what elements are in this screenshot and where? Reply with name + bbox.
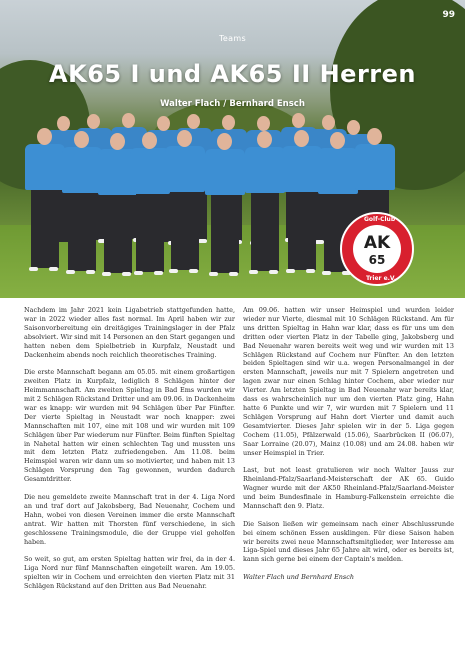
logo-ring-text: Trier e.V. xyxy=(366,275,397,282)
paragraph: So weit, so gut, am ersten Spieltag hatten wir frei, da in der 4. Liga Nord nur fünf Mannschaften eingeteilt waren. Am 19.05. spielten wir in Cochem und erreichten den vierten Platz mit 31 Schlägen Rückstand auf den Dritten aus Bad Neuenahr. xyxy=(24,555,235,591)
page-number: 99 xyxy=(442,10,455,20)
paragraph: Am 09.06. hatten wir unser Heimspiel und wurden leider wieder nur Vierte, diesmal mit 10 Schlägen Rückstand. Am für uns dritten Spieltag in Hahn war klar, dass es für uns um den dritten oder vierten Platz in der Tabelle ging, Jakobsberg und Bad Neuenahr waren bereits weit weg und wir wurden mit 13 Schlägen Rückstand auf Cochem nur Fünfter. An den letzten beiden Spieltagen sind wir u.a. wegen Personalmangel in der ersten Mannschaft, jeweils nur mit 7 Spielern angetreten und lagen zwar nur einen Schlag hinter Cochem, aber wieder nur Vierter. Am letzten Spieltag in Bad Neuenahr war bereits klar, dass es wahrscheinlich nur um den vierten Platz ging, Hahn hatte 6 Punkte und wir 7, wir wurden mit 7 Spielern und 11 Schlägen Vorsprung auf Hahn dort Vierter und damit auch Gesamtvierter. Dieses Jahr spielen wir in der 5. Liga gegen Cochem (11.05), Pfälzerwald (15.06), Saarbrücken II (06.07), Saar Lorraine (20.07), Mainz (10.08) und am 24.08. haben wir unser Heimspiel in Trier. xyxy=(243,306,454,457)
paragraph: Die Saison ließen wir gemeinsam nach einer Abschlussrunde bei einem schönen Essen ausklingen. Für diese Saison haben wir bereits zwei neue Mannschaftsmitglieder, wer Interesse am Liga-Spiel und dieses Jahr 65 Jahre alt wird, oder es bereits ist, kann sich gerne bei einem der Captain's melden. xyxy=(243,519,454,564)
logo-center xyxy=(353,225,401,273)
left-column xyxy=(24,306,235,600)
golf-club-logo xyxy=(340,212,414,286)
hero-photo xyxy=(0,0,465,298)
paragraph: Die erste Mannschaft begann am 05.05. mit einem großartigen zweiten Platz in Kurpfalz, lediglich 8 Schlägen hinter der Heimmannschaft. Am zweiten Spieltag in Bad Ems wurden wir mit 2 Schlägen Rückstand Dritter und am 09.06. in Dackenheim war es knapp: wir wurden mit 94 Schlägen über Par Fünfter. Der vierte Spieltag in Neustadt war noch knapper: zwei Mannschaften mit 107, eine mit 108 und wir wurden mit 109 Schlägen über Par wiederum nur Fünfter. Beim fünften Spieltag in Nahetal hatten wir einen schlechten Tag und mussten uns mit dem letzten Platz zufriedengeben. Am 11.08. beim Heimspiel waren wir dann um so motivierter, und haben mit 13 Schlägen Vorsprung den Tag gewonnen, wurden dadurch Gesamtdritter. xyxy=(24,368,235,484)
paragraph: Nachdem im Jahr 2021 kein Ligabetrieb stattgefunden hatte, war in 2022 wieder alles fast normal. Im April haben wir zur Saisonvorbereitung ein dreitägiges Trainingslager in der Pfalz absolviert. Wir sind mit 14 Personen an den Start gegangen und hatten neben dem Spielbetrieb in Kurpfalz, Neustadt und Dackenheim abends noch reichlich theoretisches Training. xyxy=(24,306,235,359)
logo-ak: AK xyxy=(363,233,391,253)
logo-ring-text: Golf-Club xyxy=(364,216,396,223)
article-authors: Walter Flach / Bernhard Ensch xyxy=(160,99,305,109)
article-title: AK65 I und AK65 II Herren xyxy=(49,60,416,88)
logo-number: 65 xyxy=(368,253,386,267)
right-column xyxy=(243,306,454,591)
paragraph: Die neu gemeldete zweite Mannschaft trat in der 4. Liga Nord an und traf dort auf Jakobsberg, Bad Neuenahr, Cochem und Hahn, wobei von diesen Vereinen immer die erste Mannschaft antrat. Wir hatten mit Thorsten fünf verschiedene, in sich geschlossene Trainingsmodule, die der Gruppe viel geholfen haben. xyxy=(24,493,235,546)
signature: Walter Flach und Bernhard Ensch xyxy=(243,573,354,582)
paragraph: Last, but not least gratulieren wir noch Walter Jauss zur Rheinland-Pfalz/Saarland-Meisterschaft der AK 65. Guido Wagner wurde mit der AK50 Rheinland-Pfalz/Saarland-Meister und beim Bundesfinale in Hamburg-Falkenstein erreichte die Mannschaft den 9. Platz. xyxy=(243,466,454,510)
section-label: Teams xyxy=(219,34,246,43)
